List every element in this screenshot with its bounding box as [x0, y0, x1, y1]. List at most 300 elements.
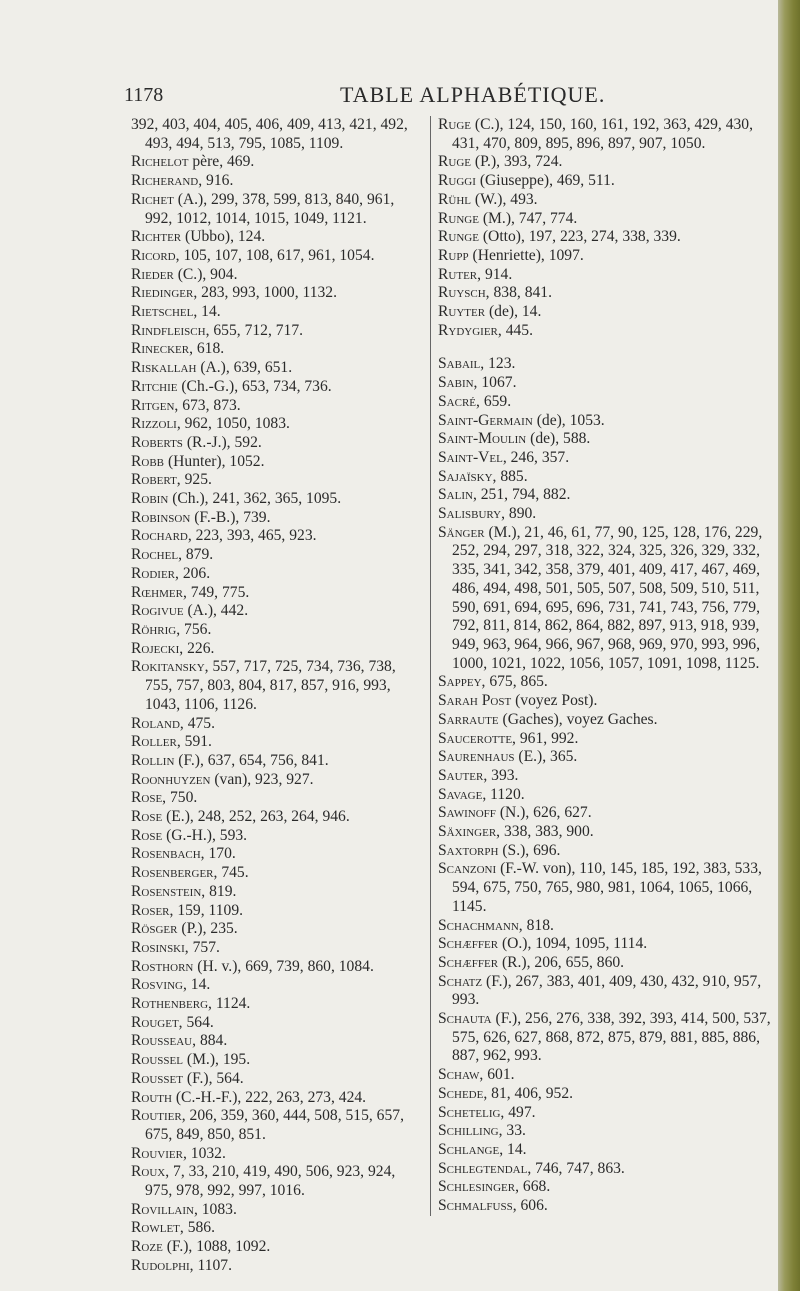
entry-pages: (R.), 206, 655, 860.: [501, 953, 625, 971]
index-entry: [438, 692, 782, 711]
entry-name: Ritchie: [131, 377, 178, 395]
entry-pages: 557, 717, 725, 734, 736, 738, 755, 757, 803, 804, 817, 857, 916, 993, 1043, 1106, 1126.: [145, 658, 396, 713]
entry-pages: 14.: [190, 976, 211, 994]
index-entry: [131, 752, 423, 771]
entry-name: Saint-Germain: [438, 411, 533, 429]
entry-pages: 123.: [488, 355, 516, 373]
entry-pages: (de), 588.: [530, 430, 591, 448]
index-entry: [131, 1107, 423, 1144]
index-entry: [438, 767, 782, 786]
index-entry: [438, 355, 782, 374]
index-entry: [131, 471, 423, 490]
entry-name: Roussel: [131, 1051, 183, 1069]
entry-name: Rousset: [131, 1069, 183, 1087]
index-entry: [131, 715, 423, 734]
entry-name: Sauter,: [438, 766, 488, 784]
page-number: 1178: [124, 84, 164, 106]
entry-pages: 223, 393, 465, 923.: [195, 527, 317, 545]
entry-name: Schæffer: [438, 935, 499, 953]
entry-pages: (Hunter), 1052.: [167, 452, 265, 470]
index-entry: [131, 527, 423, 546]
entry-name: Richelot: [131, 153, 189, 171]
entry-name: Rojecki,: [131, 639, 184, 657]
entry-pages: (M.), 195.: [186, 1051, 251, 1069]
entry-pages: 675, 865.: [489, 673, 548, 691]
entry-name: Schauta: [438, 1010, 492, 1028]
entry-pages: (de), 1053.: [536, 411, 605, 429]
entry-pages: 246, 357.: [510, 448, 570, 466]
entry-pages: 655, 712, 717.: [213, 321, 304, 339]
entry-name: Schlange,: [438, 1140, 504, 1158]
entry-name: Saurenhaus: [438, 748, 515, 766]
index-entry: [131, 378, 423, 397]
entry-pages: (C.), 904.: [177, 265, 238, 283]
index-entry: [131, 883, 423, 902]
entry-name: Rühl: [438, 190, 472, 208]
entry-name: Routh: [131, 1088, 172, 1106]
entry-name: Saint-Vel,: [438, 448, 507, 466]
index-entry: [131, 1238, 423, 1257]
index-entry: [438, 486, 782, 505]
index-entry: [438, 393, 782, 412]
entry-pages: 105, 107, 108, 617, 961, 1054.: [183, 246, 375, 264]
entry-name: Rindfleisch,: [131, 321, 210, 339]
index-entry: [131, 284, 423, 303]
index-entry: [131, 1201, 423, 1220]
entry-name: Schetelig,: [438, 1103, 505, 1121]
entry-pages: (Ubbo), 124.: [185, 228, 266, 246]
index-entry: [131, 359, 423, 378]
entry-name: Richter: [131, 228, 182, 246]
entry-name: Savage,: [438, 785, 487, 803]
entry-name: Riedinger,: [131, 284, 198, 302]
index-entry: [438, 303, 782, 322]
index-entry: [438, 1010, 782, 1066]
index-entry: [438, 210, 782, 229]
index-entry: [438, 247, 782, 266]
index-entry: [131, 958, 423, 977]
entry-pages: 746, 747, 863.: [535, 1159, 625, 1177]
right-column: [430, 116, 782, 1216]
index-entry: [131, 621, 423, 640]
index-entry: [131, 415, 423, 434]
index-entry: [438, 842, 782, 861]
index-entry: [131, 546, 423, 565]
entry-pages: 226.: [187, 639, 215, 657]
entry-name: Scanzoni: [438, 860, 497, 878]
entry-pages: (F.), 564.: [186, 1069, 244, 1087]
entry-pages: 564.: [186, 1013, 214, 1031]
entry-pages: 750.: [170, 789, 198, 807]
entry-name: Saint-Moulin: [438, 430, 527, 448]
index-entry: [438, 116, 782, 153]
entry-name: Robin: [131, 490, 169, 508]
entry-pages: 206.: [182, 564, 211, 582]
entry-name: Sajaïsky,: [438, 467, 497, 485]
index-entry: [438, 786, 782, 805]
entry-pages: (F.), 637, 654, 756, 841.: [178, 751, 329, 769]
entry-pages: (Henriette), 1097.: [472, 246, 584, 264]
left-column: [131, 116, 423, 1276]
entry-name: Rollin: [131, 751, 175, 769]
entry-pages: 745.: [221, 864, 249, 882]
entry-name: Rose: [131, 808, 163, 826]
index-entry: [438, 412, 782, 431]
entry-name: Sappey,: [438, 673, 486, 691]
section-gap: [438, 340, 782, 355]
entry-pages: 14.: [507, 1140, 527, 1158]
entry-pages: (C.-H.-F.), 222, 263, 273, 424.: [175, 1088, 367, 1106]
entry-pages: (Otto), 197, 223, 274, 338, 339.: [482, 228, 681, 246]
entry-pages: (van), 923, 927.: [214, 770, 314, 788]
entry-pages: 1124.: [215, 995, 251, 1013]
index-entry: [131, 808, 423, 827]
index-entry: [131, 864, 423, 883]
entry-pages: 497.: [508, 1103, 536, 1121]
entry-name: Schachmann,: [438, 916, 523, 934]
entry-pages: (F.-W. von), 110, 145, 185, 192, 383, 533, 594, 675, 750, 765, 980, 981, 1064, 1065, 1066, 1145.: [452, 860, 762, 915]
entry-name: Roland,: [131, 714, 184, 732]
entry-pages: (A.), 442.: [187, 602, 249, 620]
entry-name: Rosenbach,: [131, 845, 205, 863]
entry-pages: (G.-H.), 593.: [166, 826, 248, 844]
entry-pages: 338, 383, 900.: [503, 823, 594, 841]
index-entry: [438, 1141, 782, 1160]
entry-pages: 818.: [526, 916, 554, 934]
index-entry: [131, 453, 423, 472]
entry-pages: 668.: [522, 1178, 551, 1196]
entry-name: Ritgen,: [131, 396, 179, 414]
index-entry: [438, 468, 782, 487]
index-entry: [438, 322, 782, 341]
index-entry: [131, 1219, 423, 1238]
entry-name: Saxtorph: [438, 841, 499, 859]
entry-name: Roux,: [131, 1163, 170, 1181]
entry-pages: 890.: [508, 505, 537, 523]
entry-name: Saucerotte,: [438, 729, 516, 747]
entry-pages: 283, 993, 1000, 1132.: [201, 284, 338, 302]
entry-pages: (F.-B.), 739.: [194, 508, 271, 526]
index-entry: [438, 191, 782, 210]
entry-pages: (voyez Post).: [515, 692, 598, 710]
entry-pages: 445.: [505, 321, 533, 339]
index-entry: [131, 1089, 423, 1108]
entry-pages: 618.: [196, 340, 225, 358]
entry-name: Rydygier,: [438, 321, 502, 339]
entry-name: Sacré,: [438, 392, 480, 410]
entry-name: Schede,: [438, 1084, 488, 1102]
entry-name: Sarraute: [438, 710, 499, 728]
entry-pages: 606.: [520, 1197, 548, 1215]
entry-name: Rovillain,: [131, 1200, 198, 1218]
entry-name: Rogivue: [131, 602, 184, 620]
entry-name: Salin,: [438, 486, 477, 504]
index-entry: [131, 640, 423, 659]
entry-name: Schlegtendal,: [438, 1159, 532, 1177]
entry-pages: 1083.: [201, 1200, 237, 1218]
entry-pages: (F.), 1088, 1092.: [166, 1238, 271, 1256]
index-entry: [131, 116, 423, 153]
entry-name: Routier,: [131, 1107, 186, 1125]
entry-pages: (A.), 639, 651.: [200, 359, 293, 377]
entry-pages: (H. v.), 669, 739, 860, 1084.: [197, 957, 374, 975]
index-entry: [438, 266, 782, 285]
index-entry: [438, 524, 782, 674]
entry-pages: 601.: [487, 1066, 515, 1084]
entry-name: Ruggi: [438, 172, 476, 190]
entry-pages: 962, 1050, 1083.: [184, 415, 290, 433]
index-entry: [438, 153, 782, 172]
index-entry: [131, 976, 423, 995]
index-entry: [131, 322, 423, 341]
entry-pages: (Giuseppe), 469, 511.: [479, 172, 615, 190]
index-entry: [438, 1160, 782, 1179]
entry-pages: 206, 359, 360, 444, 508, 515, 657, 675, 849, 850, 851.: [145, 1107, 404, 1143]
entry-name: Rousseau,: [131, 1032, 197, 1050]
entry-name: Rosenstein,: [131, 882, 206, 900]
entry-name: Schlesinger,: [438, 1178, 520, 1196]
entry-pages: 673, 873.: [182, 396, 241, 414]
entry-name: Riskallah: [131, 359, 197, 377]
entry-pages: (M.), 747, 774.: [482, 209, 578, 227]
entry-name: Roser,: [131, 901, 174, 919]
index-entry: [438, 1178, 782, 1197]
entry-pages: 1067.: [481, 374, 517, 392]
entry-name: Richet: [131, 190, 174, 208]
index-entry: [131, 995, 423, 1014]
entry-name: Rösger: [131, 920, 178, 938]
entry-name: Schæffer: [438, 953, 499, 971]
entry-pages: 916.: [206, 172, 234, 190]
entry-name: Rœhmer,: [131, 583, 187, 601]
entry-pages: 884.: [199, 1032, 228, 1050]
entry-name: Schaw,: [438, 1066, 484, 1084]
index-entry: [131, 303, 423, 322]
index-entry: [131, 1145, 423, 1164]
index-entry: [438, 172, 782, 191]
entry-name: Roonhuyzen: [131, 770, 211, 788]
index-entry: [438, 673, 782, 692]
index-entry: [131, 340, 423, 359]
index-entry: [438, 1085, 782, 1104]
entry-name: Rieder: [131, 265, 174, 283]
entry-pages: (O.), 1094, 1095, 1114.: [501, 935, 648, 953]
entry-name: Rudolphi,: [131, 1256, 194, 1274]
entry-pages: 1107.: [197, 1256, 232, 1274]
index-entry: [131, 247, 423, 266]
entry-name: Runge: [438, 228, 479, 246]
entry-pages: 393.: [491, 766, 519, 784]
entry-name: Schatz: [438, 972, 483, 990]
entry-name: Salisbury,: [438, 505, 505, 523]
entry-pages: (E.), 248, 252, 263, 264, 946.: [166, 808, 350, 826]
entry-name: Ruter,: [438, 265, 482, 283]
index-entry: [131, 509, 423, 528]
index-entry: [131, 584, 423, 603]
index-entry: [131, 602, 423, 621]
entry-pages: 475.: [187, 714, 215, 732]
entry-pages: (de), 14.: [488, 303, 542, 321]
index-entry: [438, 917, 782, 936]
index-entry: [438, 449, 782, 468]
index-entry: [131, 1051, 423, 1070]
entry-name: Roller,: [131, 733, 181, 751]
entry-name: Rinecker,: [131, 340, 193, 358]
entry-pages: 749, 775.: [190, 583, 250, 601]
entry-name: Roberts: [131, 433, 183, 451]
entry-name: Rokitansky,: [131, 658, 209, 676]
entry-pages: 757.: [192, 938, 220, 956]
entry-pages: (N.), 626, 627.: [499, 804, 592, 822]
entry-name: Sänger: [438, 523, 485, 541]
entry-pages: 925.: [184, 471, 212, 489]
entry-pages: (Ch.), 241, 362, 365, 1095.: [172, 490, 342, 508]
index-entry: [438, 954, 782, 973]
entry-pages: 838, 841.: [493, 284, 552, 302]
entry-name: Rose,: [131, 789, 167, 807]
index-entry: [438, 804, 782, 823]
entry-pages: 392, 403, 404, 405, 406, 409, 413, 421, 492, 493, 494, 513, 795, 1085, 1109.: [131, 116, 408, 152]
index-entry: [131, 228, 423, 247]
entry-pages: (W.), 493.: [474, 190, 538, 208]
entry-pages: (M.), 21, 46, 61, 77, 90, 125, 128, 176, 229, 252, 294, 297, 318, 322, 324, 325, 326, 329, 332, 335, 341, 342, 358, 379, 401, 409, 417, 467, 469, 486, 494, 498, 501, 505, 507, 508, 509, 510, 511, 590, 691, 694, 695, 696, 731, 741, 743, 756, 779, 792, 811, 814, 862, 864, 882, 897, 913, 918, 939, 949, 963, 964, 966, 967, 968, 969, 970, 993, 996, 1000, 1021, 1022, 1056, 1057, 1091, 1098, 1125.: [452, 523, 763, 672]
index-entry: [131, 771, 423, 790]
entry-pages: (R.-J.), 592.: [186, 433, 262, 451]
entry-name: Runge: [438, 209, 479, 227]
entry-name: Rouget,: [131, 1013, 183, 1031]
entry-name: Rietschel,: [131, 303, 198, 321]
entry-name: Rouvier,: [131, 1144, 187, 1162]
index-entry: [131, 902, 423, 921]
index-entry: [438, 228, 782, 247]
entry-name: Rowlet,: [131, 1219, 184, 1237]
entry-name: Säxinger,: [438, 823, 501, 841]
entry-name: Rosving,: [131, 976, 187, 994]
page-header: [0, 76, 780, 116]
entry-name: Sabail,: [438, 355, 485, 373]
entry-pages: (Ch.-G.), 653, 734, 736.: [181, 377, 332, 395]
entry-pages: 1120.: [490, 785, 525, 803]
entry-pages: 81, 406, 952.: [491, 1084, 574, 1102]
entry-name: Sarah Post: [438, 692, 512, 710]
entry-name: Rupp: [438, 246, 469, 264]
entry-pages: (S.), 696.: [502, 841, 561, 859]
entry-pages: (E.), 365.: [518, 748, 578, 766]
entry-name: Ruysch,: [438, 284, 490, 302]
index-entry: [131, 1257, 423, 1276]
entry-pages: 159, 1109.: [177, 901, 244, 919]
index-entry: [438, 505, 782, 524]
entry-name: Rosinski,: [131, 938, 189, 956]
index-entry: [131, 191, 423, 228]
entry-pages: 756.: [184, 620, 212, 638]
index-entry: [131, 845, 423, 864]
entry-pages: 1032.: [190, 1144, 226, 1162]
index-entry: [131, 266, 423, 285]
entry-pages: 586.: [187, 1219, 215, 1237]
entry-name: Ruyter: [438, 303, 486, 321]
entry-name: Ruge: [438, 116, 472, 133]
index-entry: [438, 823, 782, 842]
entry-name: Ricord,: [131, 246, 180, 264]
entry-name: Sabin,: [438, 374, 478, 392]
entry-pages: 170.: [208, 845, 236, 863]
index-entry: [131, 172, 423, 191]
entry-name: Richerand,: [131, 172, 203, 190]
entry-pages: (F.), 256, 276, 338, 392, 393, 414, 500, 537, 575, 626, 627, 868, 872, 875, 879, 881, 885, 886, 887, 962, 993.: [452, 1010, 771, 1065]
entry-name: Rosenberger,: [131, 864, 218, 882]
entry-name: Rochel,: [131, 546, 182, 564]
index-entry: [438, 730, 782, 749]
index-entry: [438, 711, 782, 730]
entry-pages: (P.), 393, 724.: [474, 153, 563, 171]
entry-name: Robinson: [131, 508, 191, 526]
index-entry: [438, 860, 782, 916]
index-entry: [131, 733, 423, 752]
entry-pages: (F.), 267, 383, 401, 409, 430, 432, 910, 957, 993.: [452, 972, 762, 1009]
index-entry: [131, 1163, 423, 1200]
entry-name: Sawinoff: [438, 804, 496, 822]
index-entry: [131, 397, 423, 416]
entry-name: Röhrig,: [131, 620, 181, 638]
entry-pages: 659.: [483, 392, 512, 410]
index-entry: [438, 374, 782, 393]
entry-name: Rosthorn: [131, 957, 194, 975]
entry-pages: (Gaches), voyez Gaches.: [502, 710, 658, 728]
index-entry: [131, 789, 423, 808]
running-title: TABLE ALPHABÉTIQUE.: [340, 82, 606, 107]
entry-pages: 591.: [184, 733, 212, 751]
entry-pages: 7, 33, 210, 419, 490, 506, 923, 924, 975, 978, 992, 997, 1016.: [145, 1163, 396, 1200]
entry-pages: 885.: [500, 467, 528, 485]
entry-pages: 33.: [506, 1122, 526, 1140]
index-entry: [438, 935, 782, 954]
entry-pages: 251, 794, 882.: [480, 486, 571, 504]
index-entry: [438, 284, 782, 303]
entry-pages: père, 469.: [192, 153, 255, 171]
entry-pages: 914.: [484, 265, 513, 283]
index-entry: [438, 973, 782, 1010]
page-edge: [778, 0, 800, 1291]
index-entry: [131, 490, 423, 509]
index-entry: [131, 939, 423, 958]
entry-name: Rochard,: [131, 527, 192, 545]
index-entry: [131, 827, 423, 846]
entry-name: Rodier,: [131, 564, 179, 582]
index-entry: [438, 748, 782, 767]
entry-name: Schmalfuss,: [438, 1197, 517, 1215]
index-entry: [131, 658, 423, 714]
entry-pages: 819.: [209, 882, 237, 900]
index-entry: [438, 1104, 782, 1123]
index-entry: [131, 153, 423, 172]
entry-pages: (A.), 299, 378, 599, 813, 840, 961, 992, 1012, 1014, 1015, 1049, 1121.: [145, 190, 395, 227]
index-entry: [131, 434, 423, 453]
index-entry: [131, 1014, 423, 1033]
entry-name: Roze: [131, 1238, 163, 1256]
index-entry: [131, 565, 423, 584]
entry-name: Rothenberg,: [131, 995, 212, 1013]
index-entry: [438, 1122, 782, 1141]
entry-pages: (P.), 235.: [181, 920, 238, 938]
entry-name: Robb: [131, 452, 165, 470]
index-entry: [131, 1070, 423, 1089]
entry-pages: 961, 992.: [519, 729, 579, 747]
entry-name: Ruge: [438, 153, 472, 171]
entry-name: Schilling,: [438, 1122, 503, 1140]
index-entry: [438, 430, 782, 449]
entry-name: Rizzoli,: [131, 415, 181, 433]
